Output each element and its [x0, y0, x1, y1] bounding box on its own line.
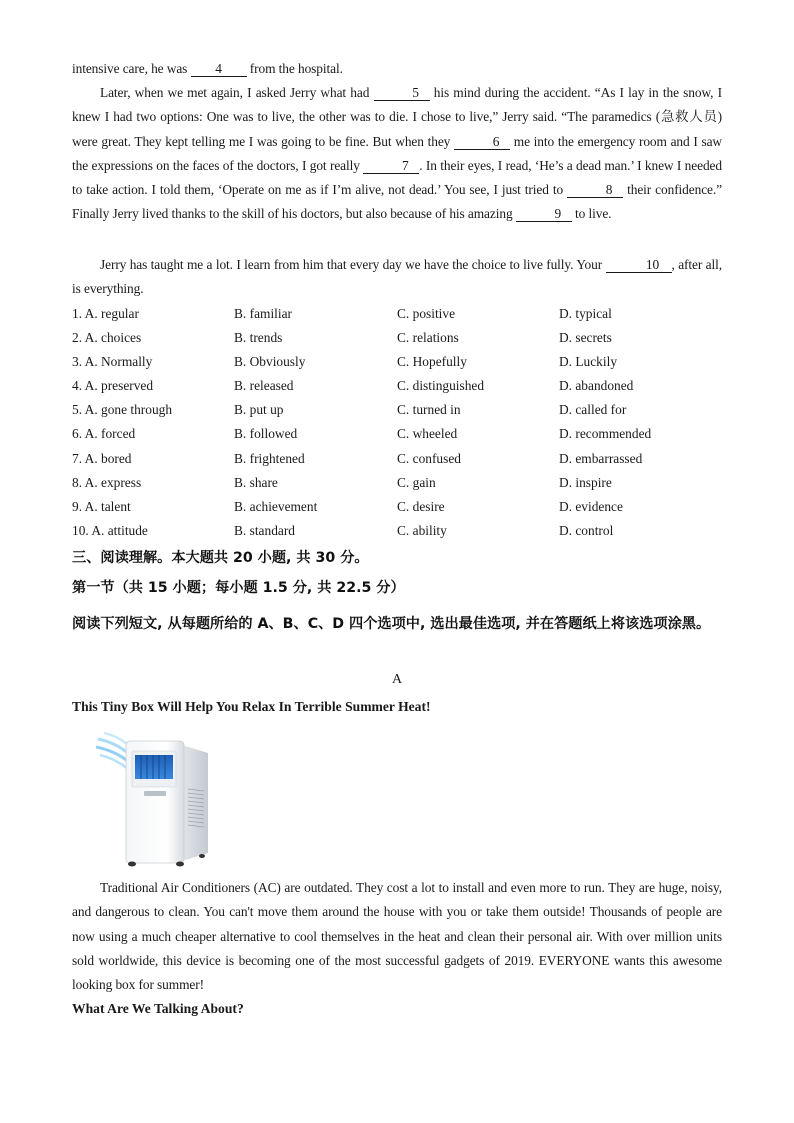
blank-4: 4 [191, 61, 247, 77]
option-c: C. ability [397, 522, 447, 538]
option-b: B. released [234, 378, 294, 394]
cloze-paragraph-2 [72, 253, 722, 302]
answer-options [72, 302, 732, 543]
option-d: D. called for [559, 402, 627, 418]
section-title: 三、阅读理解。本大题共 20 小题, 共 30 分。 [72, 550, 369, 566]
option-a: 7. A. bored [72, 450, 132, 466]
option-b: B. put up [234, 402, 284, 418]
cloze-text: his mind during the accident. “As I lay in the snow, I knew I had two options: One was to live, the other was to die. I chose to live,” Jerry said. “The paramedics (急救人员) were great. They kept telling me I was going to be fine. But when they [72, 85, 722, 149]
option-c: C. wheeled [397, 426, 458, 442]
option-d: D. evidence [559, 498, 623, 514]
cloze-text: to live. [571, 206, 612, 222]
question-options-row [72, 447, 732, 471]
option-d: D. Luckily [559, 354, 618, 370]
option-d: D. typical [559, 306, 612, 321]
blank-6: 6 [454, 134, 510, 150]
question-options-row [72, 374, 732, 398]
option-c: C. gain [397, 474, 436, 490]
part-title: 第一节（共 15 小题；每小题 1.5 分, 共 22.5 分） [72, 580, 405, 596]
option-a: 6. A. forced [72, 426, 136, 442]
question-options-row [72, 422, 732, 446]
air-conditioner-image [96, 729, 216, 869]
option-b: B. share [234, 474, 278, 490]
option-a: 5. A. gone through [72, 402, 173, 418]
option-b: B. frightened [234, 450, 305, 466]
cloze-text: me into the emergency room and I saw the expressions on the faces of the doctors, I got really [72, 133, 722, 173]
question-options-row [72, 471, 732, 495]
question-options-row [72, 519, 732, 543]
blank-8: 8 [567, 182, 623, 198]
option-a: 3. A. Normally [72, 354, 153, 370]
option-a: 10. A. attitude [72, 522, 148, 538]
cloze-paragraph-1 [72, 81, 722, 227]
option-c: C. turned in [397, 402, 461, 418]
option-b: B. trends [234, 330, 283, 346]
option-b: B. standard [234, 522, 295, 538]
option-d: D. secrets [559, 330, 612, 346]
question-options-row [72, 326, 732, 350]
option-a: 9. A. talent [72, 498, 131, 514]
cloze-text: . In their eyes, I read, ‘He’s a dead man.’ I knew I needed to take action. I told them, ‘Operate on me as if I’m alive, not dead.’ You see, I just tried to [72, 157, 722, 198]
option-d: D. embarrassed [559, 450, 643, 466]
instructions: 阅读下列短文, 从每题所给的 A、B、C、D 四个选项中, 选出最佳选项, 并在答题纸上将该选项涂黑。 [72, 616, 711, 632]
question-options-row [72, 350, 732, 374]
option-a: 2. A. choices [72, 330, 142, 346]
option-c: C. distinguished [397, 378, 485, 394]
blank-5: 5 [374, 85, 430, 101]
cloze-text: Later, when we met again, I asked Jerry what had [100, 85, 374, 100]
option-a: 8. A. express [72, 474, 142, 490]
blank-9: 9 [516, 206, 572, 222]
cloze-text: Jerry has taught me a lot. I learn from him that every day we have the choice to live fully. Your [100, 257, 606, 272]
option-c: C. relations [397, 330, 459, 346]
option-c: C. confused [397, 450, 461, 466]
option-a: 4. A. preserved [72, 378, 154, 394]
option-d: D. recommended [559, 426, 652, 442]
option-d: D. control [559, 522, 614, 538]
cloze-text: , after all, is everything. [72, 257, 722, 297]
option-d: D. inspire [559, 474, 612, 490]
cloze-text: their confidence.” Finally Jerry lived thanks to the skill of his doctors, but also because of his amazing [72, 182, 722, 222]
option-c: C. Hopefully [397, 354, 467, 370]
passage-subheading: What Are We Talking About? [72, 1001, 244, 1016]
option-b: B. familiar [234, 306, 293, 321]
option-c: C. positive [397, 306, 456, 321]
option-a: 1. A. regular [72, 306, 139, 321]
question-options-row [72, 302, 732, 326]
option-d: D. abandoned [559, 378, 634, 394]
passage-body: Traditional Air Conditioners (AC) are outdated. They cost a lot to install and even more to run. They are huge, noisy, and dangerous to clean. You can't move them around the house with you or take them outside! Thousands of people are now using a much cheaper alternative to cool themselves in the heat and clean their personal air. With over million units sold worldwide, this device is becoming one of the most successful gadgets of 2019. EVERYONE wants this awesome looking box for summer! [72, 880, 722, 993]
cloze-text: from the hospital. [246, 61, 343, 76]
cloze-text: intensive care, he was [72, 61, 191, 76]
question-options-row [72, 398, 732, 422]
option-b: B. achievement [234, 498, 318, 514]
option-b: B. Obviously [234, 354, 306, 370]
option-c: C. desire [397, 498, 445, 514]
blank-7: 7 [363, 158, 419, 174]
blank-10: 10 [606, 257, 672, 273]
passage-title: This Tiny Box Will Help You Relax In Terrible Summer Heat! [72, 699, 431, 714]
question-options-row [72, 495, 732, 519]
cloze-paragraph-0 [72, 57, 722, 81]
passage-letter: A [391, 672, 403, 687]
option-b: B. followed [234, 426, 298, 442]
